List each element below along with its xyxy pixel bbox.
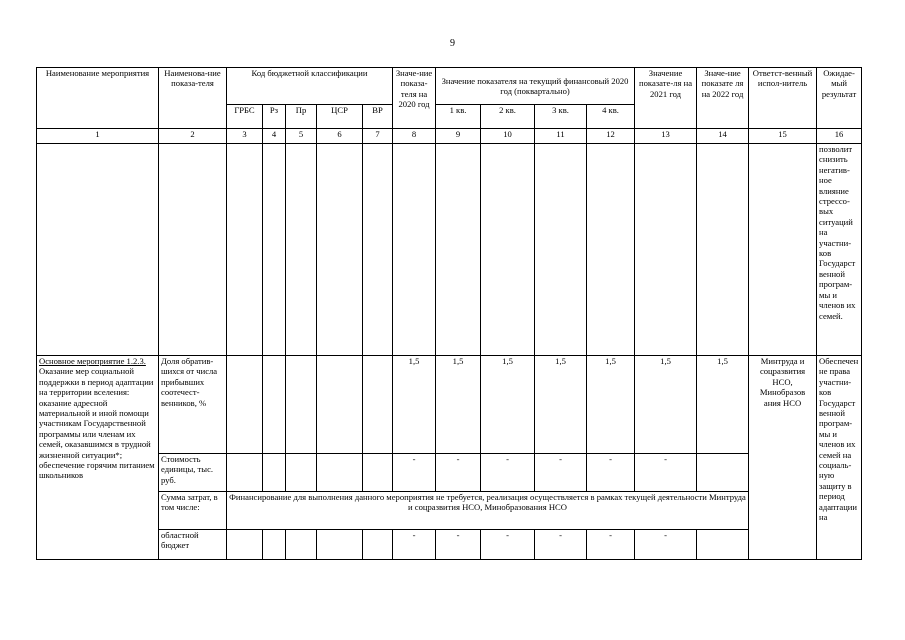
column-number: 12 <box>587 129 635 144</box>
header-q3: 3 кв. <box>535 105 587 129</box>
continuation-row <box>37 144 862 356</box>
header-csr: ЦСР <box>317 105 363 129</box>
indicator-row-total-costs <box>37 492 862 530</box>
indicator-name: Доля обратив-шихся от числа прибывших соотечест-венников, % <box>159 356 227 454</box>
header-expected-result: Ожидае-мый результат <box>817 68 862 129</box>
column-number: 13 <box>635 129 697 144</box>
value-2021: - <box>635 454 697 492</box>
header-vr: ВР <box>363 105 393 129</box>
header-responsible: Ответст-венный испол-нитель <box>749 68 817 129</box>
value-q4: 1,5 <box>587 356 635 454</box>
value-2021: - <box>635 530 697 560</box>
indicator-name: Стоимость единицы, тыс. руб. <box>159 454 227 492</box>
indicator-name: областной бюджет <box>159 530 227 560</box>
indicator-row-share <box>37 356 862 454</box>
value-q1: 1,5 <box>436 356 481 454</box>
value-2022 <box>697 530 749 560</box>
column-number: 2 <box>159 129 227 144</box>
value-q3: - <box>535 530 587 560</box>
column-number: 5 <box>286 129 317 144</box>
value-q2: 1,5 <box>481 356 535 454</box>
continuation-expected-result: позволит снизить негатив-ное влияние стрессо-вых ситуаций на участни-ков Государст венной програм-мы и членов их семей. <box>817 144 862 356</box>
column-number: 14 <box>697 129 749 144</box>
value-2022: 1,5 <box>697 356 749 454</box>
value-q1: - <box>436 454 481 492</box>
value-q2: - <box>481 454 535 492</box>
value-2021: 1,5 <box>635 356 697 454</box>
column-number: 9 <box>436 129 481 144</box>
header-value-2022: Значе-ние показате ля на 2022 год <box>697 68 749 129</box>
header-pr: Пр <box>286 105 317 129</box>
value-q2: - <box>481 530 535 560</box>
column-number-row <box>37 129 862 144</box>
value-2020: - <box>393 530 436 560</box>
header-current-year: Значение показателя на текущий финансовый 2020 год (поквартально) <box>436 68 635 105</box>
header-q2: 2 кв. <box>481 105 535 129</box>
column-number: 10 <box>481 129 535 144</box>
column-number: 7 <box>363 129 393 144</box>
value-q1: - <box>436 530 481 560</box>
event-title: Основное мероприятие 1.2.3. <box>39 356 146 366</box>
header-indicator-name: Наименова-ние показа-теля <box>159 68 227 129</box>
value-q3: 1,5 <box>535 356 587 454</box>
header-budget-code: Код бюджетной классификации <box>227 68 393 105</box>
expected-result: Обеспечен не права участни-ков Государст венной програм-мы и членов их семей на социаль-ную защиту в период адаптации на <box>817 356 862 560</box>
indicator-row-regional-budget <box>37 530 862 560</box>
column-number: 6 <box>317 129 363 144</box>
value-q4: - <box>587 530 635 560</box>
page-number: 9 <box>450 38 455 49</box>
event-description: Оказание мер социальной поддержки в период адаптации на территории вселения: оказание адресной материальной и иной помощи участникам Государственной программы или членам их семей, оказавшимся в трудной жизненной ситуации*; обеспечение горячим питанием школьников <box>39 366 155 481</box>
column-number: 11 <box>535 129 587 144</box>
column-number: 1 <box>37 129 159 144</box>
financing-note: Финансирование для выполнения данного мероприятия не требуется, реализация осуществляется в рамках текущей деятельности Минтруда и соцразвития НСО, Минобразования НСО <box>227 492 749 530</box>
event-cell <box>37 356 159 560</box>
program-events-table <box>36 67 862 560</box>
column-number: 8 <box>393 129 436 144</box>
header-rz: Рз <box>263 105 286 129</box>
header-q1: 1 кв. <box>436 105 481 129</box>
header-value-2021: Значение показате-ля на 2021 год <box>635 68 697 129</box>
value-q3: - <box>535 454 587 492</box>
header-event-name: Наименование мероприятия <box>37 68 159 129</box>
value-2020: 1,5 <box>393 356 436 454</box>
value-q4: - <box>587 454 635 492</box>
header-q4: 4 кв. <box>587 105 635 129</box>
header-grbs: ГРБС <box>227 105 263 129</box>
value-2022 <box>697 454 749 492</box>
column-number: 15 <box>749 129 817 144</box>
column-number: 16 <box>817 129 862 144</box>
column-number: 3 <box>227 129 263 144</box>
indicator-name: Сумма затрат, в том числе: <box>159 492 227 530</box>
responsible-executor: Минтруда и соцразвития НСО, Минобразов ания НСО <box>749 356 817 560</box>
value-2020: - <box>393 454 436 492</box>
indicator-row-unit-cost <box>37 454 862 492</box>
column-number: 4 <box>263 129 286 144</box>
header-value-2020: Значе-ние показа-теля на 2020 год <box>393 68 436 129</box>
